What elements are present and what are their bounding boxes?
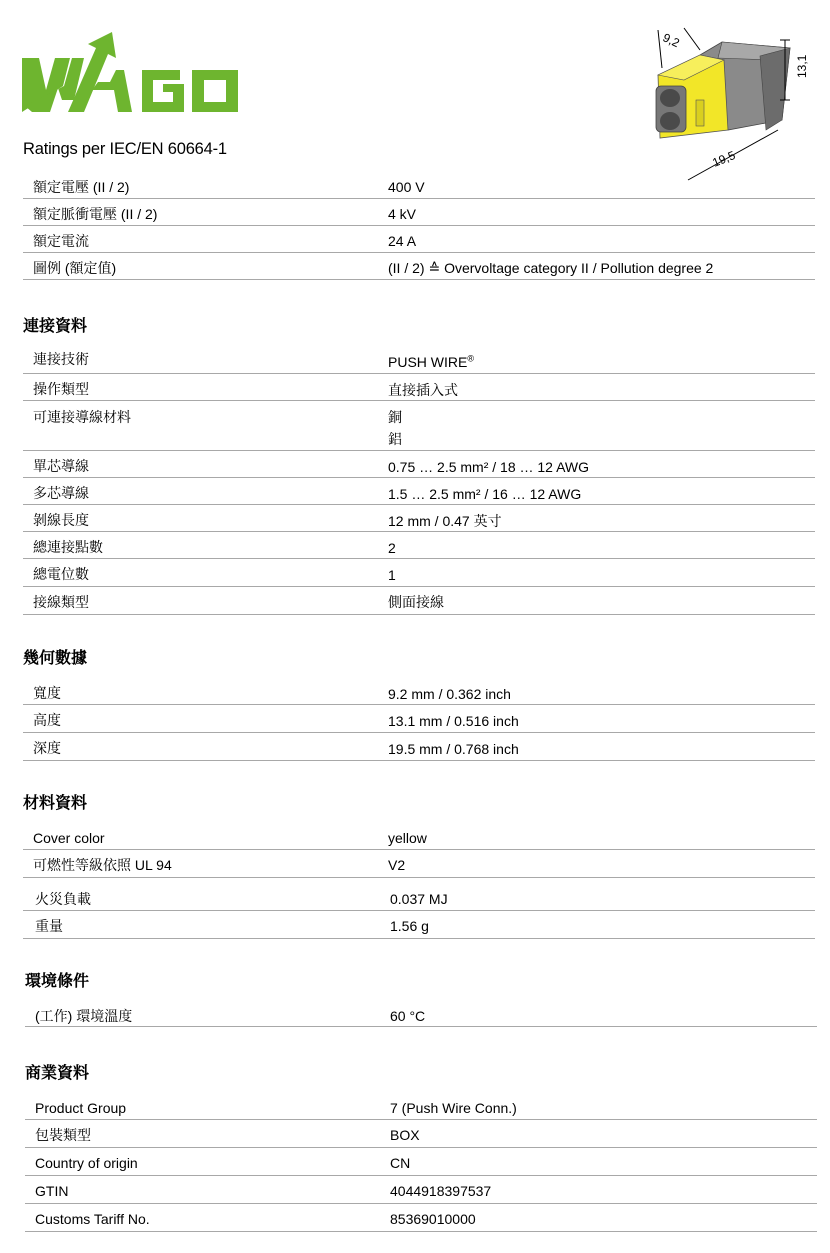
row-value: (II / 2) ≙ Overvoltage category II / Pollution degree 2 [388, 260, 714, 276]
row-value: 4 kV [388, 206, 417, 222]
row-value: 1.5 … 2.5 mm² / 16 … 12 AWG [388, 486, 582, 502]
table-row [25, 1092, 817, 1120]
row-value: 400 V [388, 179, 425, 195]
row-value: 12 mm / 0.47 英寸 [388, 513, 502, 529]
row-value: 0.75 … 2.5 mm² / 18 … 12 AWG [388, 459, 589, 475]
table-row [23, 532, 815, 559]
table-row [25, 1148, 817, 1176]
row-label: GTIN [35, 1183, 69, 1199]
section-title-commercial: 商業資料 [25, 1065, 90, 1082]
table-row [23, 733, 815, 761]
connection-table [23, 346, 815, 615]
row-value: 19.5 mm / 0.768 inch [388, 741, 519, 757]
table-row [23, 559, 815, 587]
row-value: yellow [388, 830, 427, 846]
row-label: Product Group [35, 1100, 127, 1116]
table-row [23, 401, 815, 451]
row-value: 1.56 g [390, 918, 429, 934]
row-value: 60 °C [390, 1008, 426, 1024]
row-value: 24 A [388, 233, 417, 249]
row-value: 0.037 MJ [390, 891, 448, 907]
row-value: 4044918397537 [390, 1183, 492, 1199]
section-title-material: 材料資料 [23, 795, 88, 812]
table-row [23, 678, 815, 705]
row-value: 直接插入式 [388, 382, 458, 398]
table-row [25, 1120, 817, 1148]
row-label: 可燃性等級依照 UL 94 [33, 857, 172, 873]
row-value: 2 [388, 540, 396, 556]
row-label: Cover color [33, 830, 105, 846]
row-label: 總電位數 [33, 566, 89, 582]
row-value: BOX [390, 1127, 420, 1143]
table-row [23, 878, 815, 911]
table-row [23, 850, 815, 878]
commercial-table [25, 1092, 817, 1232]
row-label: 圖例 (額定值) [33, 260, 117, 276]
table-row [23, 451, 815, 478]
table-row [23, 253, 815, 280]
row-label: 額定電流 [33, 233, 89, 249]
dimension-depth-label: 19,5 [710, 148, 738, 170]
row-value: 側面接線 [388, 594, 444, 610]
row-label: 總連接點數 [33, 539, 103, 555]
row-value [388, 353, 474, 371]
ratings-title: Ratings per IEC/EN 60664-1 [23, 140, 227, 158]
dimension-width-label: 9,2 [660, 30, 682, 51]
wago-logo [22, 30, 252, 114]
table-row [23, 587, 815, 615]
row-value: CN [390, 1155, 411, 1171]
row-label: 可連接導線材料 [33, 409, 131, 425]
ratings-table [23, 172, 815, 280]
row-label: 額定脈衝電壓 (II / 2) [33, 206, 158, 222]
row-label: 額定電壓 (II / 2) [33, 179, 130, 195]
table-row [23, 374, 815, 401]
material-value: 鋁 [388, 431, 402, 447]
row-label: 連接技術 [33, 351, 89, 367]
table-row [23, 911, 815, 939]
geometry-table [23, 678, 815, 761]
row-label: Customs Tariff No. [35, 1211, 150, 1227]
row-label: 剝線長度 [33, 512, 89, 528]
table-row [25, 1176, 817, 1204]
row-label: 高度 [33, 712, 61, 728]
table-row [23, 505, 815, 532]
row-label: Country of origin [35, 1155, 138, 1171]
row-value: 85369010000 [390, 1211, 476, 1227]
row-value: 9.2 mm / 0.362 inch [388, 686, 511, 702]
connection-tech-value: PUSH WIRE [388, 354, 468, 370]
table-row [23, 199, 815, 226]
row-label: 深度 [33, 740, 61, 756]
row-value: 7 (Push Wire Conn.) [390, 1100, 517, 1116]
row-label: 接線類型 [33, 594, 89, 610]
row-label: 多芯導線 [33, 485, 89, 501]
row-label: (工作) 環境溫度 [35, 1008, 133, 1024]
section-title-geometry: 幾何數據 [23, 650, 88, 667]
row-label: 重量 [35, 918, 63, 934]
table-row [25, 1204, 817, 1232]
row-value: 1 [388, 567, 396, 583]
table-row [25, 1000, 817, 1027]
row-label: 操作類型 [33, 381, 89, 397]
row-value [388, 408, 402, 448]
table-row [23, 172, 815, 199]
row-label: 寬度 [33, 685, 61, 701]
table-row [23, 346, 815, 374]
table-row [23, 226, 815, 253]
product-image [640, 20, 820, 185]
section-title-connection: 連接資料 [23, 318, 88, 335]
row-label: 火災負載 [35, 891, 91, 907]
row-value: V2 [388, 857, 406, 873]
material-value: 銅 [388, 409, 402, 425]
table-row [23, 705, 815, 733]
row-value: 13.1 mm / 0.516 inch [388, 713, 519, 729]
row-label: 包裝類型 [35, 1127, 91, 1143]
environment-table [25, 1000, 817, 1027]
table-row [23, 823, 815, 850]
table-row [23, 478, 815, 505]
dimension-height-label: 13,1 [795, 54, 809, 78]
registered-mark: ® [467, 353, 474, 364]
material-table [23, 823, 815, 939]
row-label: 單芯導線 [33, 458, 89, 474]
section-title-environment: 環境條件 [25, 973, 90, 990]
